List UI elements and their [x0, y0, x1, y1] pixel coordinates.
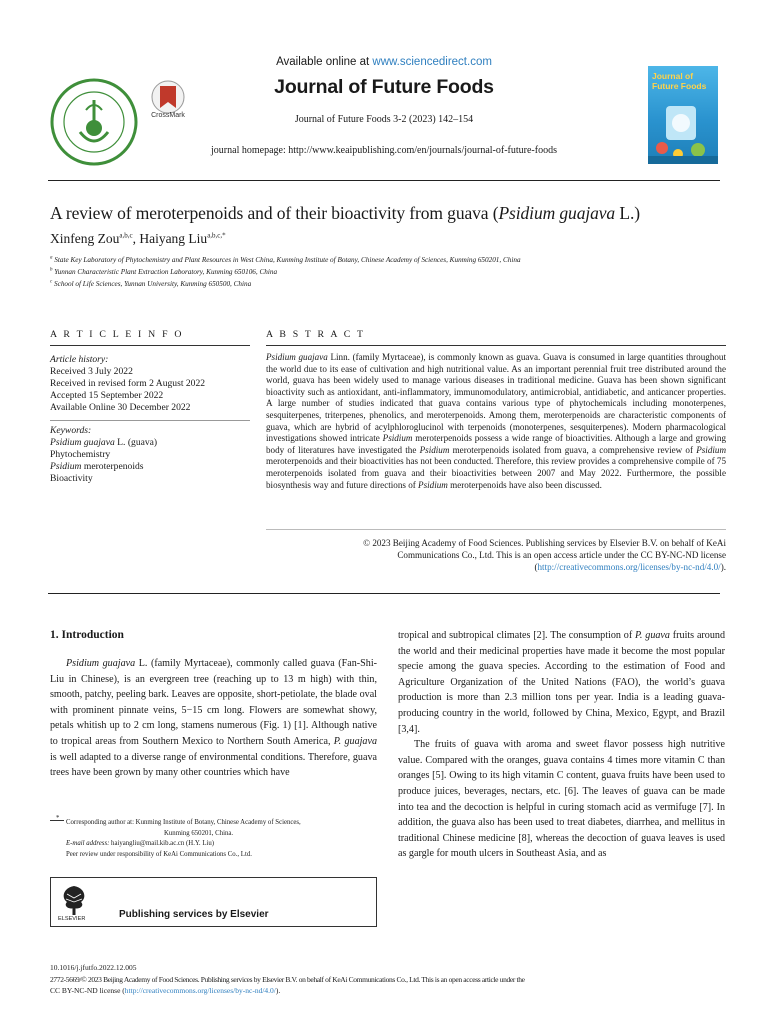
author-1: Xinfeng Zou: [50, 231, 120, 246]
copyright-line: Communications Co., Ltd. This is an open access article under the CC BY-NC-ND license: [397, 550, 726, 560]
elsevier-tree-icon: [57, 882, 91, 916]
abstract-run: meroterpenoids and their bioactivities has not been conducted. Therefore, this review provides a comprehensive compile of 75 meroterpenoids isolated from guava and their bioactivities between 2007 and May 2022. Furthermore, the possible biosynthesis way and future directions of: [266, 456, 726, 490]
article-info-heading: A R T I C L E I N F O: [50, 329, 184, 340]
affiliation-b: [50, 268, 277, 276]
history-item: Received in revised form 2 August 2022: [50, 378, 206, 389]
abstract-text: [266, 352, 726, 491]
doi[interactable]: 10.1016/j.jfutfo.2022.12.005: [50, 963, 137, 972]
para-text: fruits around the world and their medicinal properties have made it become the most popular specie among the guava species. According to the estimation of Food and Agriculture Organization of the United Nations (FAO), the world’s guava production is more than 2.3 million tons per year. India is a leading guava-producing country in the world, followed by China, Mexico, Egypt, and Brazil [3,4].: [398, 630, 725, 735]
sciencedirect-link[interactable]: www.sciencedirect.com: [372, 56, 492, 68]
abstract-italic: Psidium: [382, 433, 413, 444]
keywords-label: Keywords:: [50, 425, 92, 436]
species-name: P. guava: [635, 630, 670, 641]
keyword: Phytochemistry: [50, 449, 111, 460]
footnote-star: *: [56, 815, 60, 822]
available-online-text: Available online at: [276, 56, 373, 68]
history-item: Available Online 30 December 2022: [50, 402, 191, 413]
license-footer-link[interactable]: http://creativecommons.org/licenses/by-nc-nd/4.0/: [124, 986, 276, 995]
aff-text: School of Life Sciences, Yunnan University, Kunming 650500, China: [54, 280, 252, 288]
keyword-italic: Psidium: [50, 461, 82, 472]
aff-sup: a: [50, 255, 53, 261]
footnote-line: Kunming 650201, China.: [164, 829, 234, 837]
journal-homepage[interactable]: journal homepage: http://www.keaipublishing.com/en/journals/journal-of-future-foods: [211, 145, 557, 156]
right-column: [398, 628, 725, 862]
keyword: [50, 461, 250, 473]
cover-illustration: [648, 96, 718, 164]
copyright-line: © 2023 Beijing Academy of Food Sciences. Publishing services by Elsevier B.V. on behalf of KeAi: [363, 538, 726, 548]
keyword-rest: meroterpenoids: [81, 461, 144, 472]
aff-text: State Key Laboratory of Phytochemistry and Plant Resources in West China, Kunming Institute of Botany, Chinese Academy of Sciences, Kunming 650201, China: [54, 256, 521, 264]
affiliation-a: [50, 256, 521, 264]
aff-text: Yunnan Characteristic Plant Extraction Laboratory, Kunming 650106, China: [54, 268, 278, 276]
cover-title-line2: Future Foods: [652, 81, 707, 91]
abstract-run: meroterpenoids possess a wide range of bioactivities. Although a large and growing body of literatures have investigated the: [266, 433, 726, 455]
abstract-run: Linn. (family Myrtaceae), is commonly known as guava. Guava is consumed in large quantities throughout the world due to its ease of cultivation and high nutritional value. As an important perennial fruit tree distributed around the world, guava has been widely used to manage various diseases in traditional medicine. Guava has been shown significant bioactivity such as antioxidant, anti-inflammatory, immunomodulatory, antimicrobial, antidiabetic, and anticancer properties. A large number of studies indicated that guava contains various type of phytochemicals including monoterpenes, sesquiterpenes, triterpenes, phenolics, and meroterpenoids. Among them, meroterpenoids are characteristic components of guava, which are hybrid of acylphloroglucinol with terpenoids (monoterpenes, sesquiterpenes). Modern pharmacological investigations showed intricate: [266, 352, 726, 444]
author-1-sup: a,b,c: [119, 231, 133, 240]
keyword-rest: L. (guava): [114, 437, 158, 448]
paren: (: [534, 562, 538, 572]
history-label: Article history:: [50, 354, 109, 365]
email-label: E-mail address:: [66, 840, 110, 847]
abstract-italic: Psidium: [418, 479, 448, 490]
license-line: 2772-5669/© 2023 Beijing Academy of Food Sciences. Publishing services by Elsevier B.V. on behalf of KeAi Communications Co., Ltd. This is an open access article under the: [50, 975, 525, 984]
para-text: tropical and subtropical climates [2]. The consumption of: [398, 630, 636, 641]
abstract-italic: Psidium guajava: [266, 352, 328, 362]
title-species: Psidium guajava: [498, 203, 616, 223]
species-name: P. guajava: [333, 735, 377, 747]
aff-sup: c: [50, 279, 53, 285]
author-2-sup: a,b,c,*: [207, 231, 226, 240]
affiliation-c: [50, 280, 251, 288]
paragraph: [398, 628, 725, 737]
paren: ).: [720, 562, 726, 572]
footnote-corresponding: [66, 818, 376, 860]
license-text: ).: [275, 986, 281, 995]
section-heading: 1. Introduction: [50, 629, 124, 641]
abstract-run: meroterpenoids isolated from guava, a comprehensive review of: [449, 444, 697, 455]
copyright-line: [266, 561, 726, 573]
author-2: , Haiyang Liu: [132, 231, 208, 246]
history-item: Accepted 15 September 2022: [50, 390, 164, 401]
header-rule: [48, 180, 720, 181]
keyword: Bioactivity: [50, 473, 93, 484]
publisher-box: [50, 877, 377, 927]
journal-title: Journal of Future Foods: [274, 76, 494, 98]
footnote-line: Peer review under responsibility of KeAi Communications Co., Ltd.: [66, 850, 252, 858]
license-text: CC BY-NC-ND license (: [50, 986, 125, 995]
para-text: is well adapted to a diverse range of environmental conditions. Therefore, guava trees have been grown by many other countries which have: [50, 751, 377, 779]
body-top-rule: [48, 593, 720, 594]
para-text: L. (family Myrtaceae), commonly called guava (Fan-Shi-Liu in Chinese), is an evergreen tree (reaching up to 13 m high) with thin, smooth, patchy, peeling bark. Leaves are opposite, short-petiolate, the blade oval with prominent pinnate veins, 5−15 cm long. Flowers are somewhat showy, petals whitish up to 2 cm long, stamens numerous (Fig. 1) [1]. Although native to tropical areas from Southern Mexico to Northern South America,: [50, 658, 377, 747]
abstract-italic: Psidium: [419, 444, 450, 455]
abstract-run: meroterpenoids have also been discussed.: [447, 479, 602, 490]
info-divider: [50, 420, 250, 421]
cover-title-line1: Journal of: [652, 71, 694, 81]
keyword: [50, 437, 250, 449]
license-link[interactable]: http://creativecommons.org/licenses/by-nc-nd/4.0/: [537, 562, 721, 572]
abstract-heading: A B S T R A C T: [266, 329, 366, 340]
license-footer: [50, 974, 720, 996]
history-item: Received 3 July 2022: [50, 366, 133, 377]
journal-citation: Journal of Future Foods 3-2 (2023) 142–154: [294, 114, 474, 125]
left-column: [50, 656, 377, 781]
title-text: A review of meroterpenoids and of their bioactivity from guava (: [50, 203, 499, 223]
article-info: [50, 354, 250, 485]
aff-sup: b: [50, 267, 53, 273]
keyword-italic: Psidium guajava: [50, 437, 115, 448]
copyright-notice: [266, 537, 726, 573]
crossmark-label: CrossMark: [151, 112, 185, 119]
title-suffix: L.): [615, 203, 640, 223]
license-line: [50, 985, 720, 996]
footnote-line: [66, 839, 376, 850]
abstract-rule: [266, 345, 726, 346]
species-name: Psidium guajava: [66, 658, 136, 669]
article-info-rule: [50, 345, 250, 346]
paragraph: [50, 656, 377, 781]
article-title: [50, 203, 640, 224]
authors: [50, 231, 226, 247]
abstract-italic: Psidium: [696, 444, 727, 455]
footnote-line: Corresponding author at: Kunming Institute of Botany, Chinese Academy of Sciences,: [66, 819, 301, 826]
paragraph: The fruits of guava with aroma and sweet flavor possess high nutritive value. Compared with the oranges, guava contains 4 times more vitamin C than oranges [5]. Owing to its high vitamin C content, guava fruits have been used to produce juices, beverages, nectars, etc. [6]. The leaves of guava can be made into tea and the decoction is helpful in curing stomach acid as vermifuge [7]. In addition, the guava also has been used to treat diabetes, diarrhea, and mellitus in traditional Chinese medicine [8], whereas the decoction of guava leaves is used as gargle for mouth ulcers in Southeast Asia, and as: [398, 739, 725, 860]
publishing-services: Publishing services by Elsevier: [119, 909, 269, 920]
elsevier-wordmark: ELSEVIER: [58, 916, 86, 922]
journal-cover: [648, 66, 718, 164]
abstract-end-rule: [266, 529, 726, 530]
email-address[interactable]: haiyangliu@mail.kib.ac.cn (H.Y. Liu): [109, 840, 215, 847]
